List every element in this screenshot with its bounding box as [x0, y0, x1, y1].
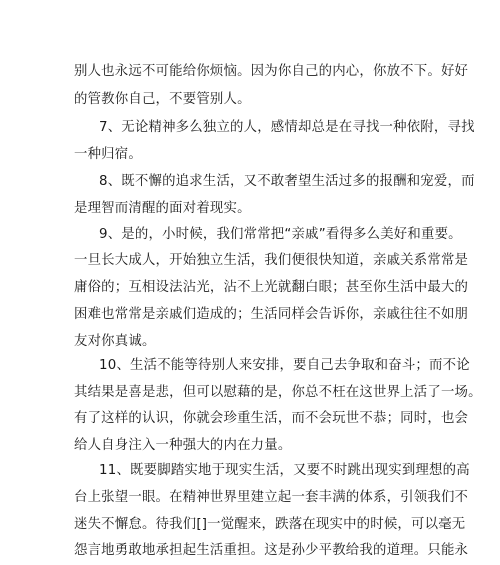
paragraph-start-10: 10、生活不能等待别人来安排，要自己去争取和奋斗；而不论: [99, 358, 470, 373]
text-line: 给人自身注入一种强大的内在力量。: [74, 438, 292, 453]
text-line: 台上张望一眼。在精神世界里建立起一套丰满的体系，引领我们不: [74, 490, 469, 505]
text-line: 庸俗的；互相设法沾光，沾不上光就翻白眼；甚至你生活中最大的: [74, 280, 469, 295]
text-line: 是理智而清醒的面对着现实。: [74, 201, 251, 216]
paragraph-start-8: 8、既不懈的追求生活，又不敢奢望生活过多的报酬和宠爱，而: [99, 174, 475, 189]
text-line: 怨言地勇敢地承担起生活重担。这是孙少平教给我的道理。只能永: [74, 543, 469, 558]
paragraph-start-7: 7、无论精神多么独立的人，感情却总是在寻找一种依附，寻找: [99, 120, 475, 135]
text-line: 有了这样的认识，你就会珍重生活，而不会玩世不恭；同时，也会: [74, 411, 469, 426]
text-line: 其结果是喜是悲，但可以慰藉的是，你总不枉在这世界上活了一场。: [74, 385, 482, 400]
paragraph-start-11: 11、既要脚踏实地于现实生活，又要不时跳出现实到理想的高: [99, 463, 470, 478]
text-line: 友对你真诚。: [74, 334, 156, 349]
paragraph-start-9: 9、是的，小时候，我们常常把“亲戚”看得多么美好和重要。: [99, 227, 462, 242]
text-line: 困难也常常是亲戚们造成的；生活同样会告诉你，亲戚往往不如朋: [74, 307, 469, 322]
text-line: 迷失不懈怠。待我们[]一觉醒来，跌落在现实中的时候，可以毫无: [74, 517, 466, 532]
text-line: 别人也永远不可能给你烦恼。因为你自己的内心，你放不下。好好: [74, 64, 469, 79]
text-line: 的管教你自己，不要管别人。: [74, 92, 251, 107]
text-line: 一种归宿。: [74, 147, 142, 162]
text-line: 一旦长大成人，开始独立生活，我们便很快知道，亲戚关系常常是: [74, 253, 469, 268]
